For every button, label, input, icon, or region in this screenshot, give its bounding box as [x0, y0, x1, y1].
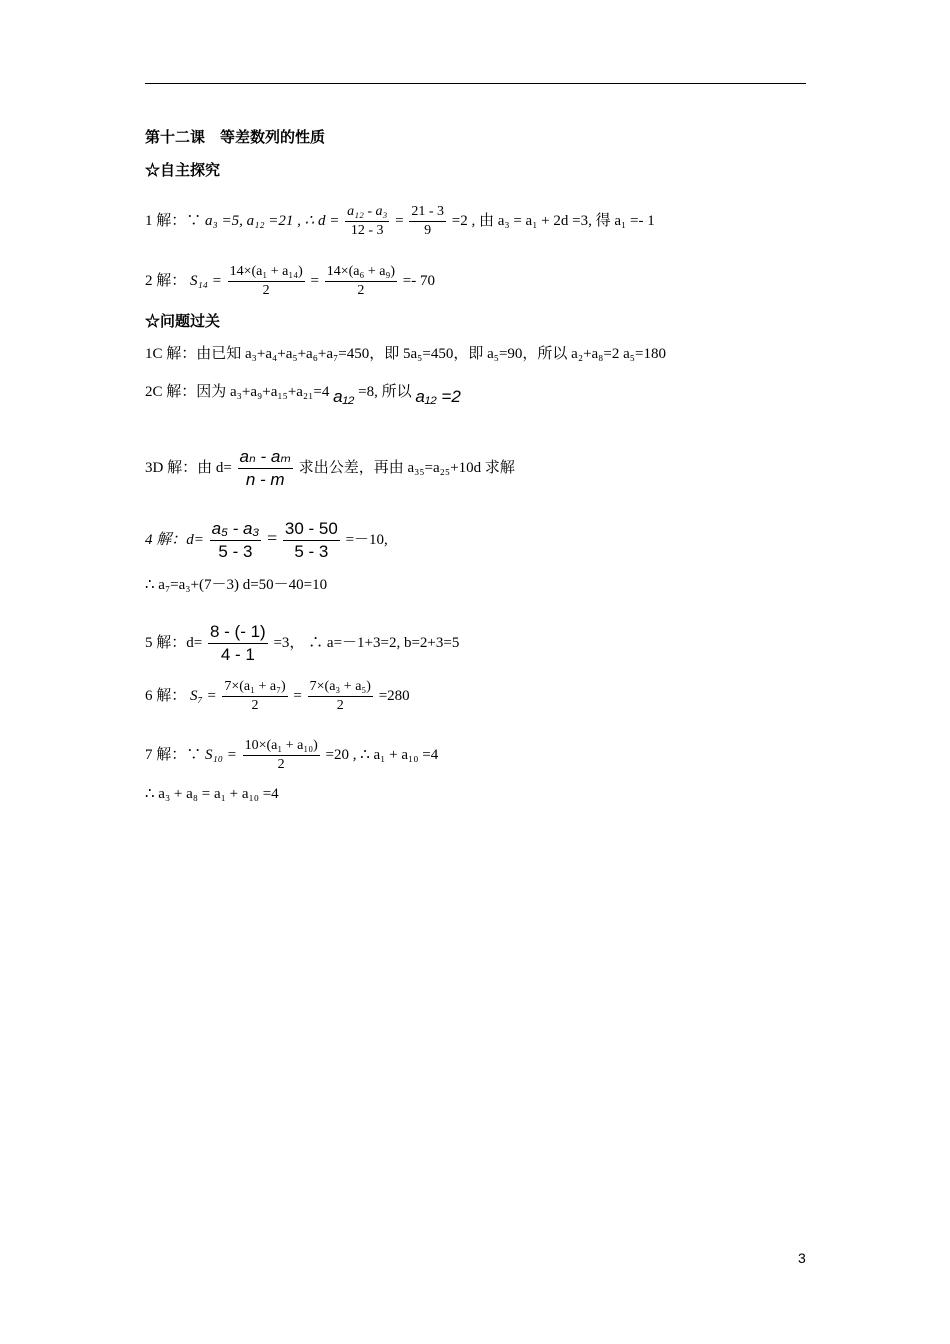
fraction-d [345, 203, 389, 240]
problem-4-conclusion: ∴ a₇=a₃+(7－3) d=50－40=10 [145, 577, 328, 593]
fraction-numerator: aₙ - aₘ [238, 446, 293, 469]
fraction-value [409, 203, 446, 240]
solution-2 [145, 263, 435, 300]
problem-4-tail: =－10, [345, 531, 388, 548]
solution-1 [145, 203, 655, 240]
problem-2-mid: =8, 所以 [358, 384, 412, 400]
problem-5-tail: =3， ∴ a=－1+3=2, b=2+3=5 [273, 634, 460, 651]
problem-7-prefix: 7 解：∵ [145, 746, 202, 763]
fraction-denominator: 5 - 3 [294, 542, 329, 561]
fraction-common-difference [238, 446, 293, 491]
problem-6-prefix: 6 解： [145, 687, 187, 704]
page-number: 3 [798, 1250, 806, 1266]
problem-7-lhs: S₁₀ = [205, 746, 237, 763]
fraction-numerator: 8 - (- 1) [208, 621, 268, 644]
solution-1-prefix: 1 解：∵ [145, 212, 202, 229]
solution-2-lhs: S₁₄ = [190, 272, 222, 289]
fraction-d-values [283, 518, 340, 563]
fraction-numerator: a₁₂ - a₃ [345, 203, 389, 222]
problem-3 [145, 446, 515, 491]
fraction-denominator: 2 [251, 698, 259, 713]
problem-4 [145, 518, 388, 563]
fraction-numerator: 21 - 3 [409, 203, 446, 222]
fraction-denominator: 4 - 1 [220, 645, 255, 664]
fraction-numerator: a₅ - a₃ [210, 518, 262, 541]
solution-2-tail: =- 70 [402, 272, 436, 289]
fraction-denominator: 2 [262, 283, 270, 298]
fraction-s7-2 [308, 678, 373, 715]
fraction-denominator: 12 - 3 [350, 223, 384, 238]
fraction-numerator: 10×(a₁ + a₁₀) [243, 737, 320, 756]
fraction-d-terms [210, 518, 262, 563]
fraction-numerator: 30 - 50 [283, 518, 340, 541]
problem-3-tail: 求出公差，再由 a₃₅=a₂₅+10d 求解 [298, 459, 515, 476]
problem-1: 1C 解：由已知 a₃+a₄+a₅+a₆+a₇=450，即 5a₅=450，即 a₅=90，所以 a₂+a₈=2 a₅=180 [145, 346, 666, 362]
fraction-sum-1 [228, 263, 305, 300]
header-rule [145, 83, 806, 84]
fraction-numerator: 14×(a₁ + a₁₄) [228, 263, 305, 282]
problem-2-text: 2C 解：因为 a₃+a₉+a₁₅+a₂₁=4 [145, 384, 330, 400]
section-heading-problems: ☆问题过关 [145, 314, 221, 330]
solution-1-tail: =2 , 由 a₃ = a₁ + 2d =3, 得 a₁ =- 1 [451, 212, 655, 229]
problem-7 [145, 737, 438, 774]
lesson-title: 第十二课 等差数列的性质 [145, 130, 326, 146]
problem-6-tail: =280 [378, 687, 410, 704]
problem-6-lhs: S₇ = [190, 687, 217, 704]
fraction-s7-1 [222, 678, 287, 715]
problem-5 [145, 621, 459, 666]
equals-sign: = [293, 687, 302, 704]
fraction-denominator: 2 [336, 698, 344, 713]
solution-1-given: a₃ =5, a₁₂ =21 , ∴ d = [205, 212, 340, 229]
problem-3-prefix: 3D 解：由 d= [145, 459, 232, 476]
fraction-d-five [208, 621, 268, 666]
problem-7-tail: =20 , ∴ a₁ + a₁₀ =4 [325, 746, 439, 763]
section-heading-self-study: ☆自主探究 [145, 163, 221, 179]
problem-2-result: a₁₂ =2 [415, 387, 461, 406]
problem-5-prefix: 5 解：d= [145, 634, 203, 651]
equals-sign: = [266, 527, 278, 548]
fraction-denominator: 9 [424, 223, 432, 238]
fraction-denominator: n - m [245, 470, 285, 489]
equals-sign: = [310, 272, 319, 289]
fraction-s10 [243, 737, 320, 774]
solution-2-prefix: 2 解： [145, 272, 187, 289]
fraction-denominator: 2 [357, 283, 365, 298]
fraction-denominator: 5 - 3 [218, 542, 253, 561]
problem-7-conclusion: ∴ a₃ + a₈ = a₁ + a₁₀ =4 [145, 786, 279, 802]
problem-6 [145, 678, 410, 715]
problem-4-prefix: 4 解：d= [145, 531, 204, 548]
fraction-numerator: 7×(a₁ + a₇) [222, 678, 287, 697]
fraction-denominator: 2 [277, 757, 285, 772]
problem-2 [145, 381, 461, 406]
fraction-numerator: 7×(a₃ + a₅) [308, 678, 373, 697]
equals-sign: = [395, 212, 404, 229]
problem-2-term: a₁₂ [333, 387, 355, 406]
fraction-numerator: 14×(a₆ + a₉) [325, 263, 397, 282]
fraction-sum-2 [325, 263, 397, 300]
